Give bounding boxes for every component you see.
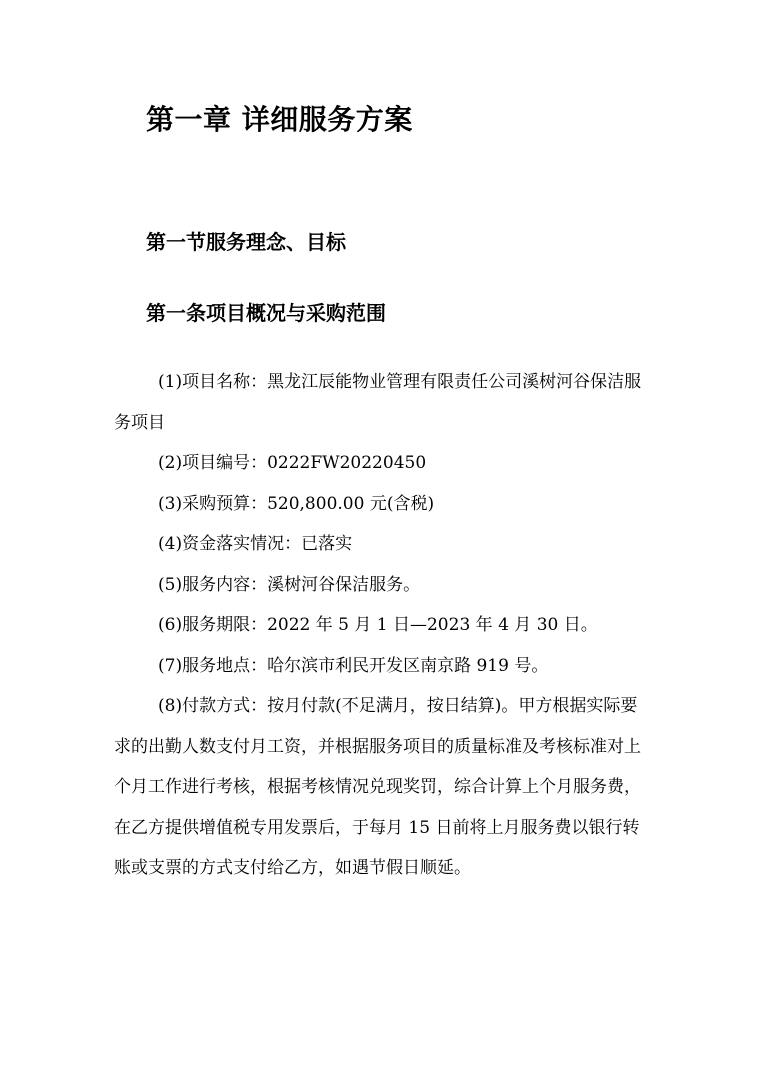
section-title: 第一节服务理念、目标 <box>146 230 346 254</box>
item-project-name: (1)项目名称：黑龙江辰能物业管理有限责任公司溪树河谷保洁服务项目 <box>114 372 642 433</box>
item-payment-method: (8)付款方式：按月付款(不足满月，按日结算)。甲方根据实际要求的出勤人数支付月工资，并根据服务项目的质量标准及考核标准对上个月工作进行考核，根据考核情况兑现奖罚，综合计算上个月服务费，在乙方提供增值税专用发票后，于每月 15 日前将上月服务费以银行转账或支票的方式支付给乙方，如遇节假日顺延。 <box>114 696 641 878</box>
item-budget: (3)采购预算：520,800.00 元(含税) <box>158 493 435 514</box>
chapter-title: 第一章 详细服务方案 <box>146 103 413 136</box>
document-body <box>114 362 644 889</box>
item-project-number: (2)项目编号：0222FW20220450 <box>158 453 427 473</box>
item-funding-status: (4)资金落实情况：已落实 <box>158 534 353 554</box>
item-service-location: (7)服务地点：哈尔滨市利民开发区南京路 919 号。 <box>158 655 549 676</box>
item-service-period: (6)服务期限：2022 年 5 月 1 日—2023 年 4 月 30 日。 <box>158 615 598 635</box>
item-service-content: (5)服务内容：溪树河谷保洁服务。 <box>158 574 421 595</box>
article-title: 第一条项目概况与采购范围 <box>146 301 386 325</box>
